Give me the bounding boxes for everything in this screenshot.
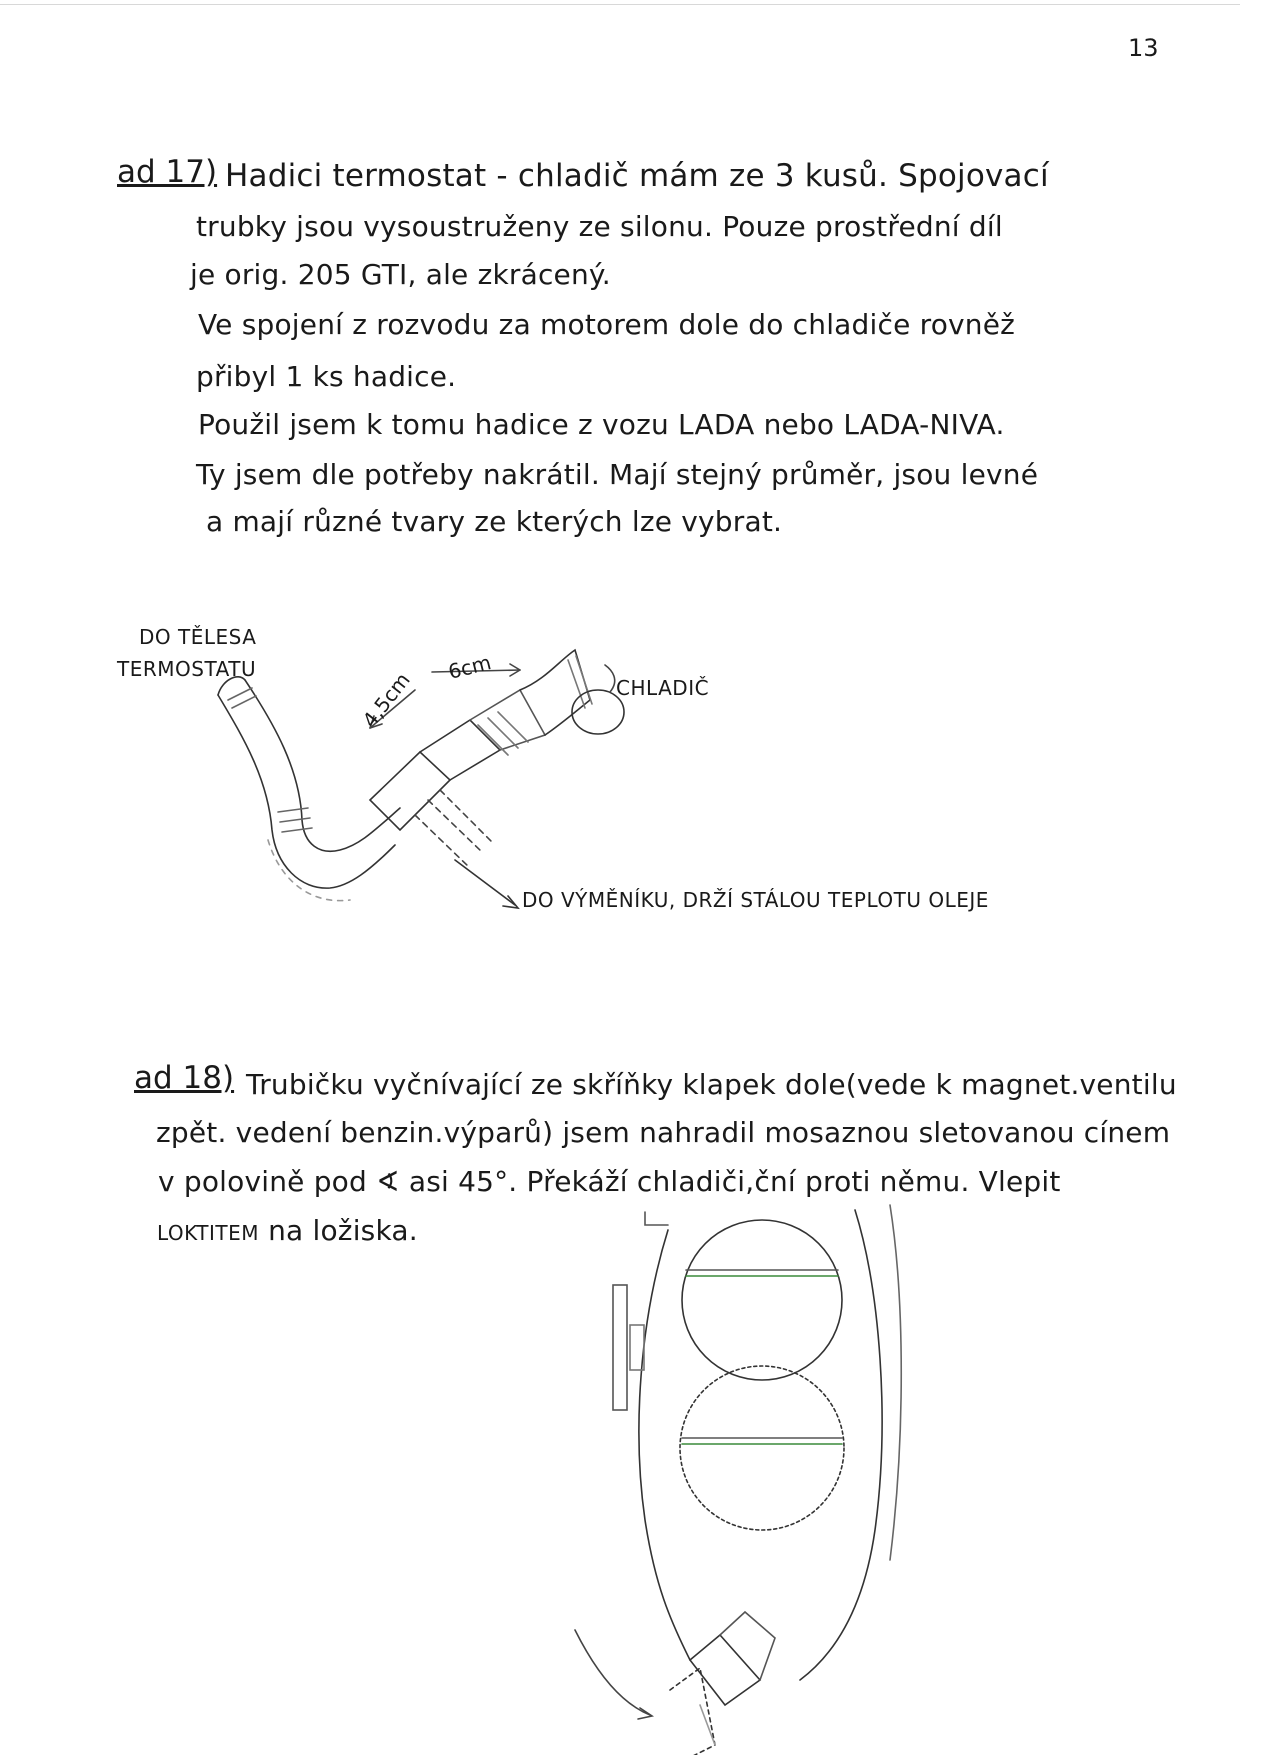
lower-throttle-disc [680, 1366, 844, 1530]
section-17-line-3: je orig. 205 GTI, ale zkrácený. [190, 258, 611, 291]
label-thermostat: TERMOSTATU [117, 657, 257, 681]
section-17-line-2: trubky jsou vysoustruženy ze silonu. Pouze prostřední díl [196, 210, 1003, 243]
top-tab [645, 1212, 668, 1225]
label-thermostat-body: DO TĚLESA [139, 625, 257, 649]
label-radiator: CHLADIČ [616, 676, 710, 700]
section-18-line-3: v polovině pod ∢ asi 45°. Překáží chladiči,ční proti němu. Vlepit [158, 1165, 1061, 1198]
section-18-line-4-rest: na ložiska. [268, 1214, 418, 1247]
housing-right-outline [890, 1205, 901, 1560]
section-17-line-1: Hadici termostat - chladič mám ze 3 kusů. Spojovací [225, 158, 1049, 194]
section-17-line-4: Ve spojení z rozvodu za motorem dole do chladiče rovněž [198, 308, 1016, 341]
loctite-word: LOKTITEM [157, 1221, 259, 1245]
section-17-line-6: Použil jsem k tomu hadice z vozu LADA nebo LADA-NIVA. [198, 408, 1005, 441]
section-18-line-1: Trubičku vyčnívající ze skříňky klapek dole(vede k magnet.ventilu [246, 1068, 1177, 1101]
section-17-label: ad 17) [117, 154, 218, 190]
section-17-line-5: přibyl 1 ks hadice. [196, 360, 457, 393]
label-exchanger: DO VÝMĚNÍKU, DRŽÍ STÁLOU TEPLOTU OLEJE [522, 888, 989, 912]
section-17-line-7: Ty jsem dle potřeby nakrátil. Mají stejný průměr, jsou levné [196, 458, 1039, 491]
upper-throttle-disc [682, 1220, 842, 1380]
section-17-line-8: a mají různé tvary ze kterých lze vybrat. [206, 505, 783, 538]
section-18-line-2: zpět. vedení benzin.výparů) jsem nahradil mosaznou sletovanou cínem [156, 1116, 1171, 1149]
section-18-label: ad 18) [134, 1060, 235, 1096]
side-bracket [613, 1285, 627, 1410]
page-number: 13 [1128, 34, 1159, 62]
housing-right-edge [800, 1210, 882, 1680]
brass-tube-inner [700, 1705, 715, 1745]
tube-pointer [575, 1630, 650, 1715]
brass-tube-top [720, 1612, 775, 1680]
brass-tube-lower [670, 1668, 715, 1755]
dimension-a-label: 4,5cm [357, 668, 415, 732]
dimension-b-label: 6cm [445, 650, 494, 684]
